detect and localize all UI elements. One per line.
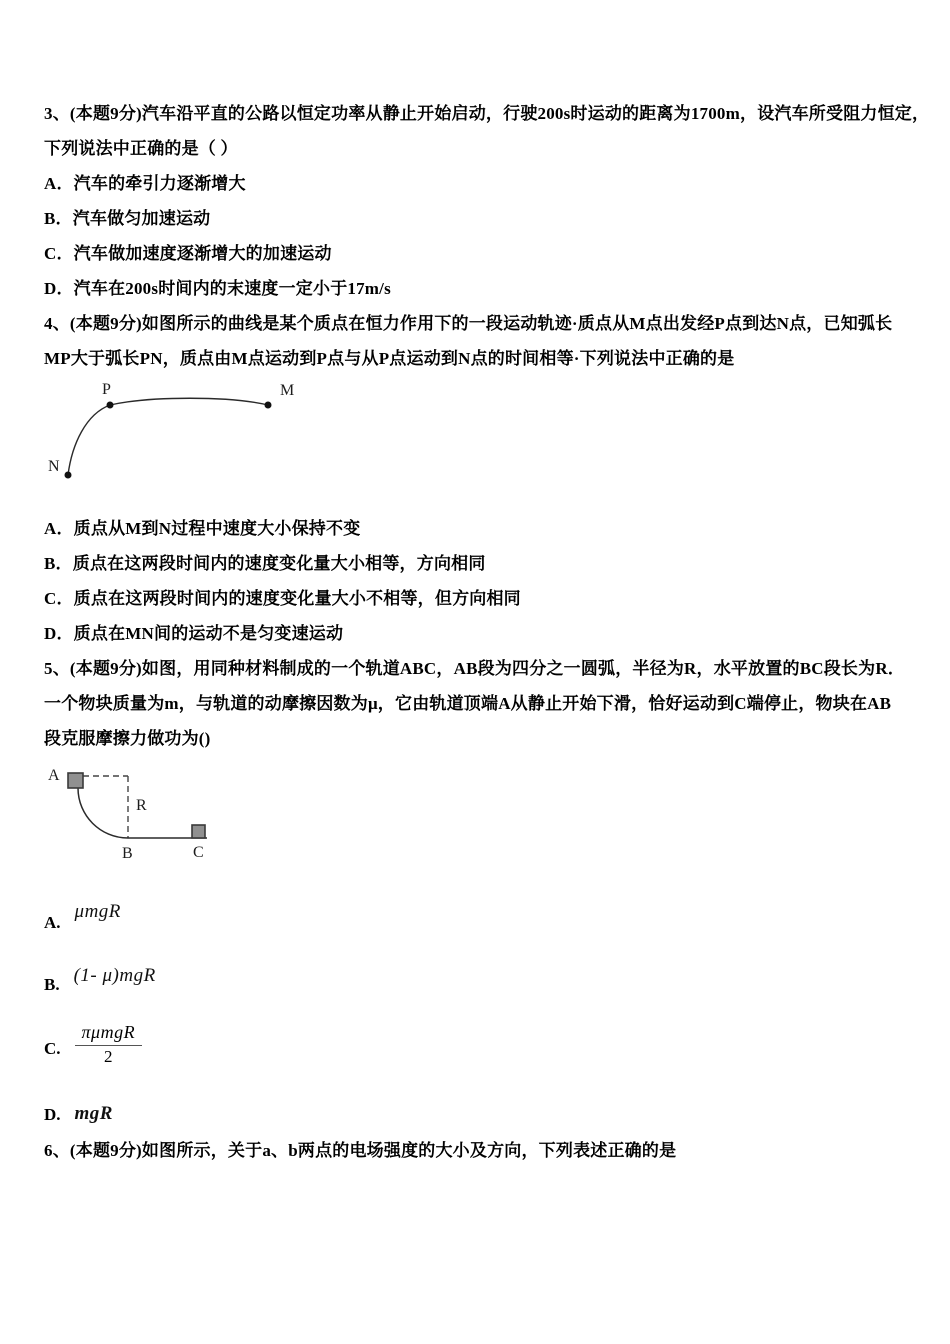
track-b-label: B <box>122 845 133 862</box>
trajectory-curve <box>68 398 268 475</box>
option-b-formula: (1- μ)mgR <box>73 965 156 986</box>
question-4-text-line-2: MP大于弧长PN，质点由M点运动到P点与从P点运动到N点的时间相等·下列说法中正确的是 <box>44 349 735 368</box>
block-at-c <box>192 825 205 838</box>
question-4-text-line-1: 4、(本题9分)如图所示的曲线是某个质点在恒力作用下的一段运动轨迹·质点从M点出发经P点到达N点，已知弧长 <box>44 314 893 333</box>
point-n-label: N <box>48 458 60 475</box>
option-c-numerator: πμmgR <box>75 1022 143 1046</box>
exam-content <box>44 96 930 1168</box>
option-c-denominator: 2 <box>104 1047 113 1066</box>
question-4 <box>44 306 924 651</box>
question-3-option-a: A．汽车的牵引力逐渐增大 <box>44 174 246 193</box>
question-5 <box>44 651 924 1125</box>
question-5-option-a <box>44 893 924 933</box>
question-5-option-b <box>44 953 924 995</box>
question-5-track-diagram <box>44 765 254 863</box>
option-c-fraction <box>75 1022 143 1067</box>
question-3-option-c: C．汽车做加速度逐渐增大的加速运动 <box>44 244 332 263</box>
point-n-dot <box>65 472 72 479</box>
question-5-text-line-2: 一个物块质量为m，与轨道的动摩擦因数为μ，它由轨道顶端A从静止开始下滑，恰好运动到C端停止，物块在AB <box>44 694 892 713</box>
point-m-label: M <box>280 382 295 399</box>
option-a-letter: A. <box>44 913 61 932</box>
question-3 <box>44 96 930 306</box>
point-m-dot <box>265 402 272 409</box>
question-3-option-b: B．汽车做匀加速运动 <box>44 209 211 228</box>
question-3-option-d: D．汽车在200s时间内的末速度一定小于17m/s <box>44 279 391 298</box>
option-c-letter: C. <box>44 1039 61 1058</box>
question-6 <box>44 1133 924 1168</box>
question-4-option-a: A．质点从M到N过程中速度大小保持不变 <box>44 519 361 538</box>
option-d-letter: D. <box>44 1105 61 1124</box>
question-5-text-line-3: 段克服摩擦力做功为() <box>44 729 211 748</box>
option-a-formula: μmgR <box>74 901 121 922</box>
question-5-option-c <box>44 1011 924 1067</box>
question-5-option-d <box>44 1097 924 1125</box>
track-r-label: R <box>136 797 147 814</box>
question-3-text-line-2: 下列说法中正确的是（ ） <box>44 139 238 158</box>
quarter-circle-arc <box>78 788 128 838</box>
option-d-formula: mgR <box>74 1103 113 1124</box>
track-a-label: A <box>48 767 60 784</box>
block-at-a <box>68 773 83 788</box>
question-4-option-c: C．质点在这两段时间内的速度变化量大小不相等，但方向相同 <box>44 589 521 608</box>
question-6-text-line-1: 6、(本题9分)如图所示，关于a、b两点的电场强度的大小及方向，下列表述正确的是 <box>44 1141 677 1160</box>
question-4-option-b: B．质点在这两段时间内的速度变化量大小相等，方向相同 <box>44 554 486 573</box>
question-3-text-line-1: 3、(本题9分)汽车沿平直的公路以恒定功率从静止开始启动，行驶200s时运动的距离为1700m，设汽车所受阻力恒定， <box>44 104 930 123</box>
question-4-trajectory-diagram <box>44 376 364 488</box>
track-c-label: C <box>193 844 204 861</box>
question-4-option-d: D．质点在MN间的运动不是匀变速运动 <box>44 624 344 643</box>
question-5-text-line-1: 5、(本题9分)如图，用同种材料制成的一个轨道ABC，AB段为四分之一圆弧，半径为R，水平放置的BC段长为R． <box>44 659 905 678</box>
option-b-letter: B. <box>44 975 60 994</box>
point-p-label: P <box>102 381 111 398</box>
point-p-dot <box>107 402 114 409</box>
